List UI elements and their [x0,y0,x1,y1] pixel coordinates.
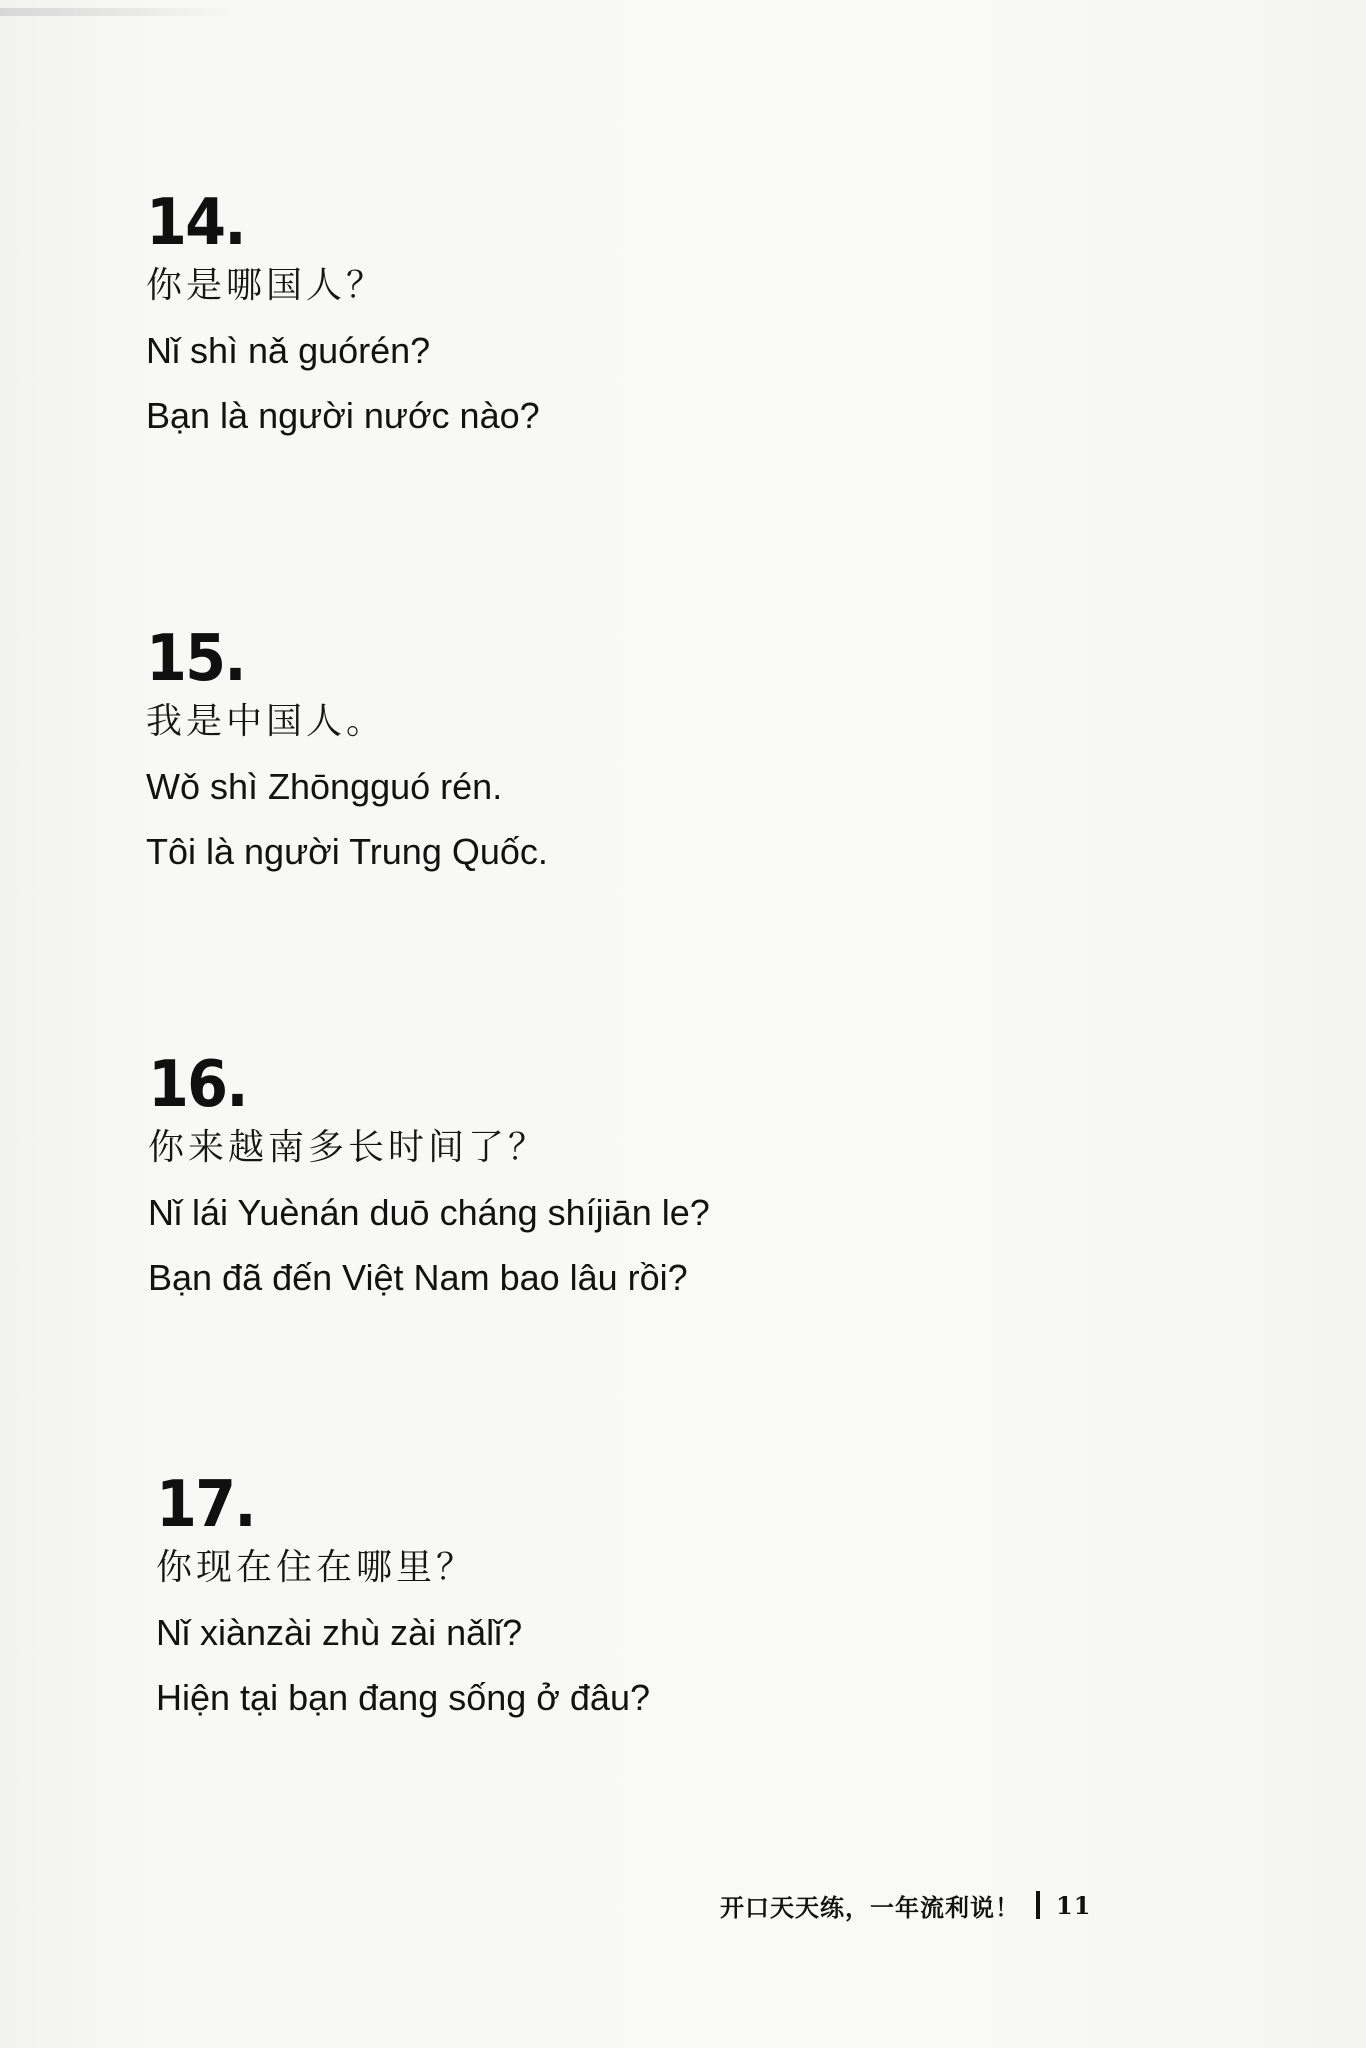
phrase-entry-15 [146,624,1046,876]
pinyin-sentence: Wǒ shì Zhōngguó rén. [146,766,503,807]
page-number: 11 [1056,1890,1092,1920]
phrase-number: 17. [156,1468,255,1542]
chinese-sentence: 我是中国人。 [146,701,387,742]
phrase-entry-17 [156,1470,1056,1722]
phrase-entry-14 [146,188,1046,440]
page-edge-smudge [0,8,240,16]
vietnamese-translation: Hiện tại bạn đang sống ở đâu? [156,1677,650,1718]
phrase-number: 15. [146,622,245,696]
phrase-number: 14. [146,186,245,260]
vietnamese-translation: Tôi là người Trung Quốc. [146,831,548,872]
pinyin-sentence: Nǐ lái Yuènán duō cháng shíjiān le? [148,1192,710,1233]
pinyin-sentence: Nǐ shì nǎ guórén? [146,330,431,371]
footer-separator [1036,1891,1040,1919]
phrase-entry-16 [148,1050,1048,1302]
footer-slogan: 开口天天练，一年流利说！ [720,1892,1020,1922]
chinese-sentence: 你是哪国人？ [146,265,387,306]
pinyin-sentence: Nǐ xiànzài zhù zài nǎlǐ? [156,1612,523,1653]
chinese-sentence: 你来越南多长时间了？ [148,1127,549,1168]
vietnamese-translation: Bạn đã đến Việt Nam bao lâu rồi? [148,1257,688,1298]
chinese-sentence: 你现在住在哪里？ [156,1547,477,1588]
vietnamese-translation: Bạn là người nước nào? [146,395,540,436]
phrase-number: 16. [148,1048,247,1122]
page-footer [720,1885,1190,1925]
